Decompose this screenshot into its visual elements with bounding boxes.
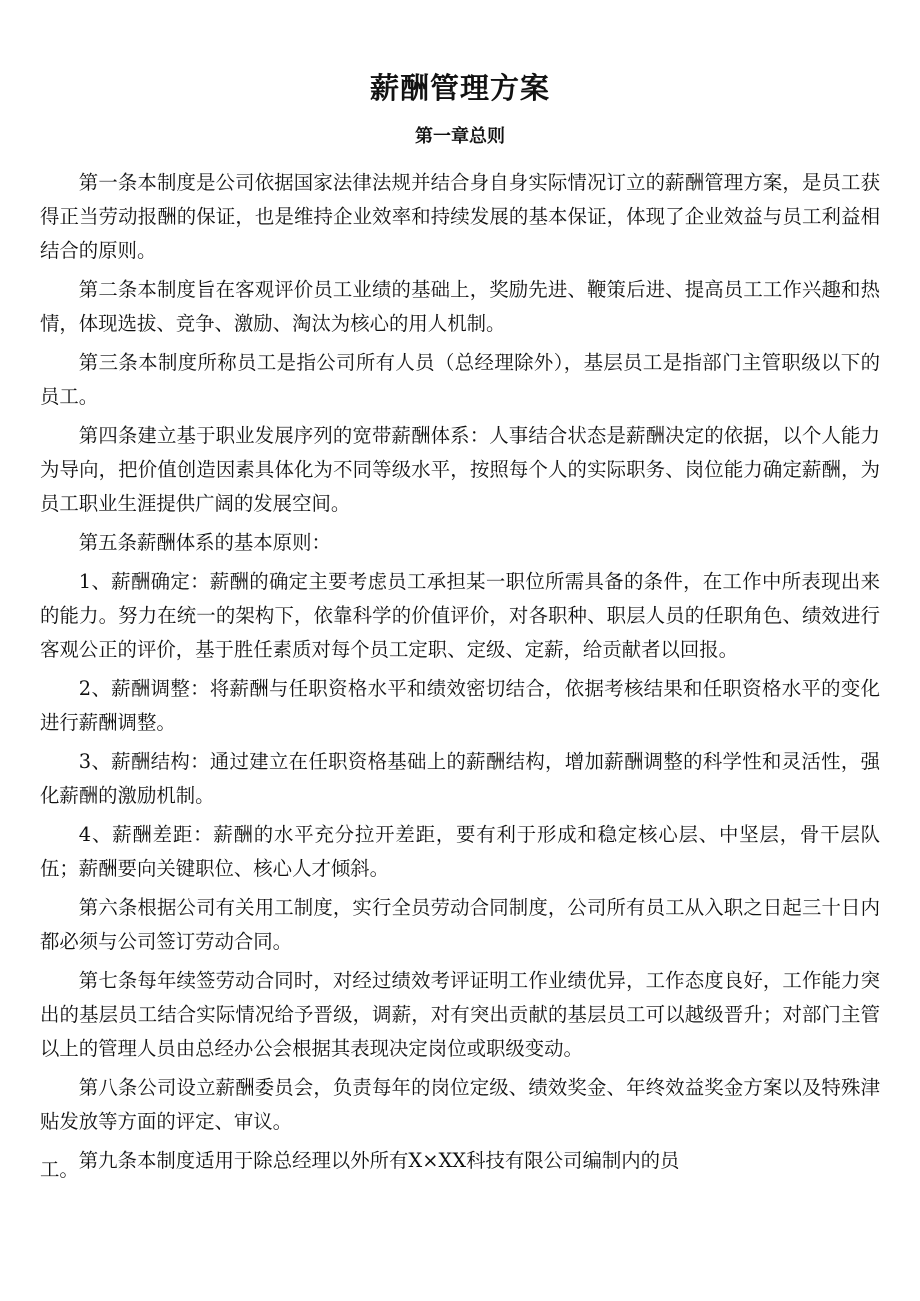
document-title: 薪酬管理方案: [369, 71, 550, 105]
article-1: 第一条本制度是公司依据国家法律法规并结合身自身实际情况订立的薪酬管理方案，是员工获得正当劳动报酬的保证，也是维持企业效率和持续发展的基本保证，体现了企业效益与员工利益相结合的原则。: [40, 171, 880, 262]
article-6: 第六条根据公司有关用工制度，实行全员劳动合同制度，公司所有员工从入职之日起三十日内都必须与公司签订劳动合同。: [40, 896, 880, 953]
chapter-title: 第一章总则: [415, 126, 505, 147]
article-5: 第五条薪酬体系的基本原则：: [78, 531, 331, 554]
principle-4: 4、薪酬差距：薪酬的水平充分拉开差距，要有利于形成和稳定核心层、中坚层，骨干层队伍；薪酬要向关键职位、核心人才倾斜。: [40, 823, 880, 880]
article-4: 第四条建立基于职业发展序列的宽带薪酬体系：人事结合状态是薪酬决定的依据，以个人能力为导向，把价值创造因素具体化为不同等级水平，按照每个人的实际职务、岗位能力确定薪酬，为员工职业生涯提供广阔的发展空间。: [40, 424, 880, 515]
article-3: 第三条本制度所称员工是指公司所有人员（总经理除外），基层员工是指部门主管职级以下的员工。: [40, 351, 880, 408]
principle-3: 3、薪酬结构：通过建立在任职资格基础上的薪酬结构，增加薪酬调整的科学性和灵活性，强化薪酬的激励机制。: [40, 750, 880, 807]
article-8: 第八条公司设立薪酬委员会，负责每年的岗位定级、绩效奖金、年终效益奖金方案以及特殊津贴发放等方面的评定、审议。: [40, 1076, 880, 1133]
article-9-continuation: 工。: [40, 1158, 79, 1181]
document-body: [40, 166, 880, 1183]
principle-1: 1、薪酬确定：薪酬的确定主要考虑员工承担某一职位所需具备的条件，在工作中所表现出来的能力。努力在统一的架构下，依靠科学的价值评价，对各职种、职层人员的任职角色、绩效进行客观公正的评价，基于胜任素质对每个员工定职、定级、定薪，给贡献者以回报。: [40, 570, 880, 661]
article-7: 第七条每年续签劳动合同时，对经过绩效考评证明工作业绩优异，工作态度良好，工作能力突出的基层员工结合实际情况给予晋级，调薪，对有突出贡献的基层员工可以越级晋升；对部门主管以上的管理人员由总经办公会根据其表现决定岗位或职级变动。: [40, 969, 880, 1060]
article-9: 第九条本制度适用于除总经理以外所有X×XX科技有限公司编制内的员: [78, 1149, 680, 1172]
principle-2: 2、薪酬调整：将薪酬与任职资格水平和绩效密切结合，依据考核结果和任职资格水平的变化进行薪酬调整。: [40, 677, 880, 734]
article-2: 第二条本制度旨在客观评价员工业绩的基础上，奖励先进、鞭策后进、提高员工工作兴趣和热情，体现选拔、竞争、激励、淘汰为核心的用人机制。: [40, 278, 880, 335]
